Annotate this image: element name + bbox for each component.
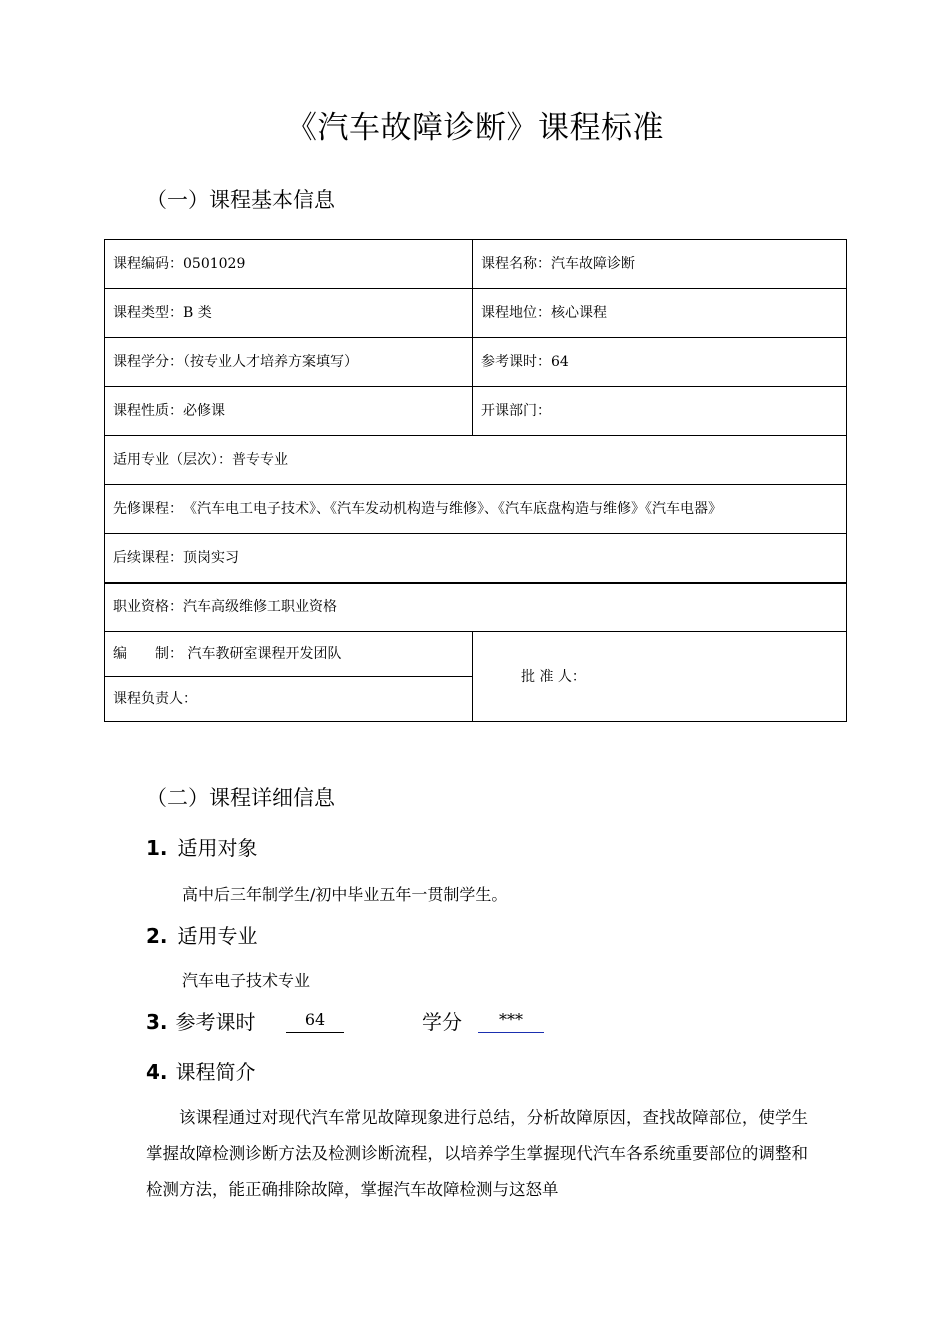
course-info-table	[104, 239, 847, 722]
course-nature-cell: 课程性质：必修课	[105, 387, 473, 436]
item-1-text: 高中后三年制学生/初中毕业五年一贯制学生。	[182, 885, 508, 904]
reference-hours-cell: 参考课时：64	[473, 338, 847, 387]
credit-note: （按专业人才培养方案填写）	[183, 354, 358, 370]
item-1-title: 适用对象	[177, 836, 258, 860]
document-title: 《汽车故障诊断》课程标准	[286, 110, 664, 146]
item-2-heading	[146, 920, 258, 949]
item-2-text: 汽车电子技术专业	[182, 971, 311, 990]
compiler-cell	[105, 632, 473, 677]
item-1-number: 1.	[146, 836, 168, 860]
course-code-cell: 课程编码：0501029	[105, 240, 473, 289]
item-3-label: 参考课时	[175, 1010, 256, 1034]
item-2-number: 2.	[146, 924, 168, 948]
course-leader-cell: 课程负责人：	[105, 677, 473, 722]
prerequisite-courses-cell: 先修课程： 《汽车电工电子技术》、《汽车发动机构造与维修》、《汽车底盘构造与维修》《汽车电器》	[105, 485, 847, 534]
credit-label: 课程学分：	[113, 354, 183, 370]
credit-heading: 学分	[422, 1010, 462, 1034]
course-type-cell: 课程类型：B 类	[105, 289, 473, 338]
qualification-cell: 职业资格：汽车高级维修工职业资格	[105, 583, 847, 632]
item-4-number: 4.	[146, 1060, 168, 1084]
course-name-cell: 课程名称：汽车故障诊断	[473, 240, 847, 289]
item-3-number: 3.	[146, 1010, 168, 1034]
item-2-title: 适用专业	[177, 924, 258, 948]
section-heading-basic-info: （一）课程基本信息	[146, 188, 335, 212]
compiler-value: 汽车教研室课程开发团队	[187, 646, 342, 662]
follow-up-courses-cell: 后续课程：顶岗实习	[105, 534, 847, 583]
department-cell: 开课部门：	[473, 387, 847, 436]
credit-value-field: ***	[478, 1010, 544, 1033]
item-1-heading	[146, 832, 258, 861]
compiler-label: 编 制：	[113, 646, 183, 662]
applicable-major-cell: 适用专业（层次）：普专专业	[105, 436, 847, 485]
course-position-cell: 课程地位：核心课程	[473, 289, 847, 338]
course-intro-text: 该课程通过对现代汽车常见故障现象进行总结，分析故障原因，查找故障部位，使学生掌握故障检测诊断方法及检测诊断流程，以培养学生掌握现代汽车各系统重要部位的调整和检测方法，能正确排除故障，掌握汽车故障检测与这怒单	[146, 1108, 808, 1199]
item-4-title: 课程简介	[175, 1060, 256, 1084]
hours-value-field: 64	[286, 1010, 344, 1033]
item-3-heading	[146, 1006, 256, 1035]
approver-cell: 批 准 人：	[473, 632, 847, 722]
section-heading-detail-info: （二）课程详细信息	[146, 786, 335, 810]
course-credit-cell	[105, 338, 473, 387]
item-4-heading	[146, 1056, 256, 1085]
